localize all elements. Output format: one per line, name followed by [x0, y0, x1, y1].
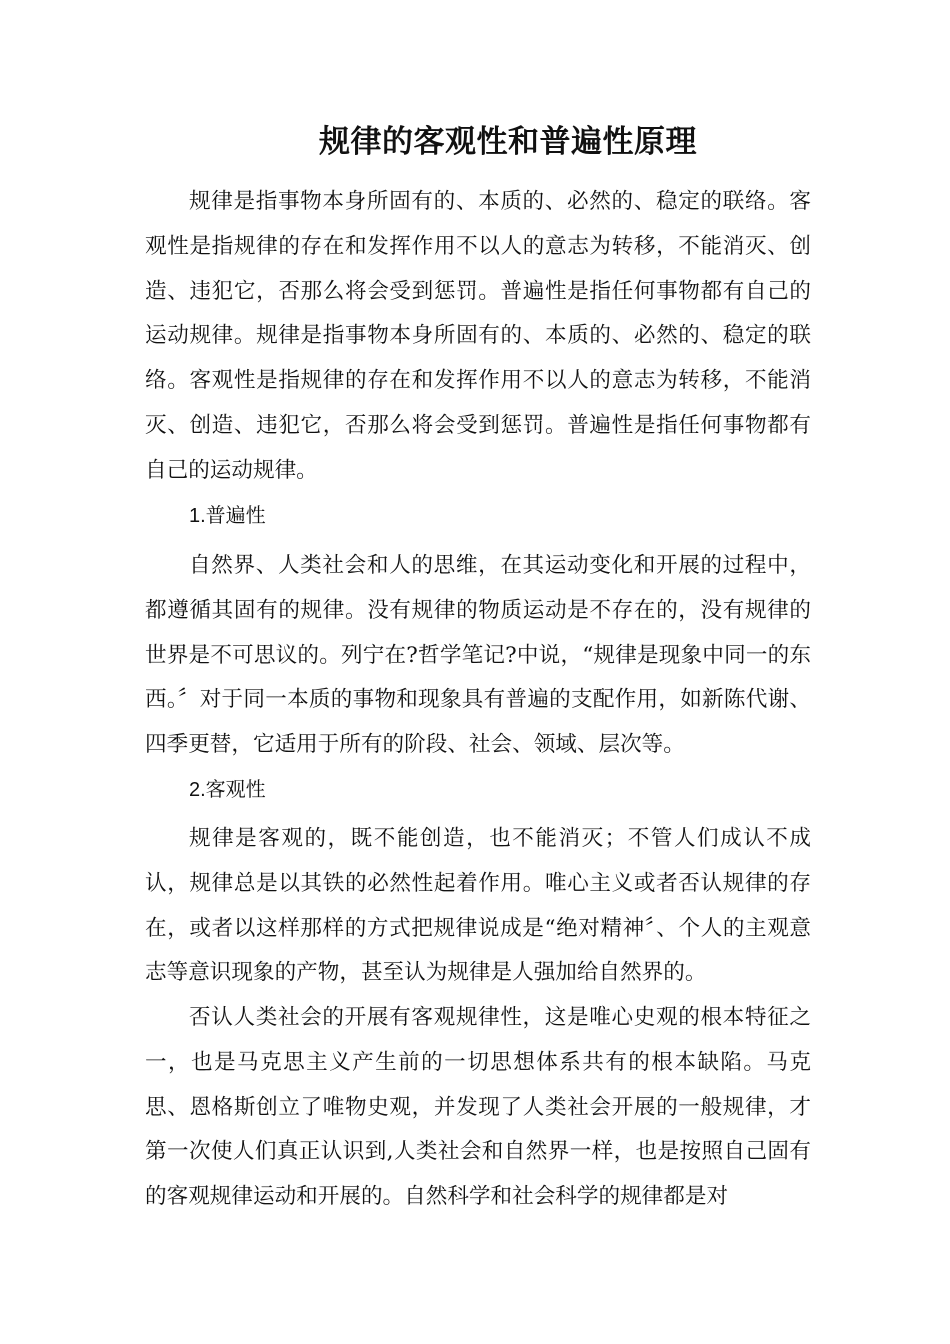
paragraph-historical-materialism: 否认人类社会的开展有客观规律性，这是唯心史观的根本特征之一，也是马克思主义产生前的一切思想体系共有的根本缺陷。马克思、恩格斯创立了唯物史观，并发现了人类社会开展的一般规律，才第一次使人们真正认识到,人类社会和自然界一样，也是按照自己固有的客观规律运动和开展的。自然科学和社会科学的规律都是对	[145, 1005, 811, 1210]
document-title: 规律的客观性和普遍性原理	[319, 124, 697, 160]
section-heading-universality: 1.普遍性	[189, 505, 266, 527]
paragraph-definition: 规律是指事物本身所固有的、本质的、必然的、稳定的联络。客观性是指规律的存在和发挥作用不以人的意志为转移，不能消灭、创造、违犯它，否那么将会受到惩罚。普遍性是指任何事物都有自己的运动规律。规律是指事物本身所固有的、本质的、必然的、稳定的联络。客观性是指规律的存在和发挥作用不以人的意志为转移，不能消灭、创造、违犯它，否那么将会受到惩罚。普遍性是指任何事物都有自己的运动规律。	[145, 189, 811, 483]
section-heading-objectivity: 2.客观性	[189, 779, 266, 801]
paragraph-objectivity: 规律是客观的，既不能创造，也不能消灭；不管人们成认不成认，规律总是以其铁的必然性起着作用。唯心主义或者否认规律的存在，或者以这样那样的方式把规律说成是“绝对精神〞、个人的主观意志等意识现象的产物，甚至认为规律是人强加给自然界的。	[145, 826, 811, 986]
paragraph-universality: 自然界、人类社会和人的思维，在其运动变化和开展的过程中，都遵循其固有的规律。没有规律的物质运动是不存在的，没有规律的世界是不可思议的。列宁在?哲学笔记?中说，“规律是现象中同一的东西。〞对于同一本质的事物和现象具有普遍的支配作用，如新陈代谢、四季更替，它适用于所有的阶段、社会、领域、层次等。	[145, 553, 811, 758]
